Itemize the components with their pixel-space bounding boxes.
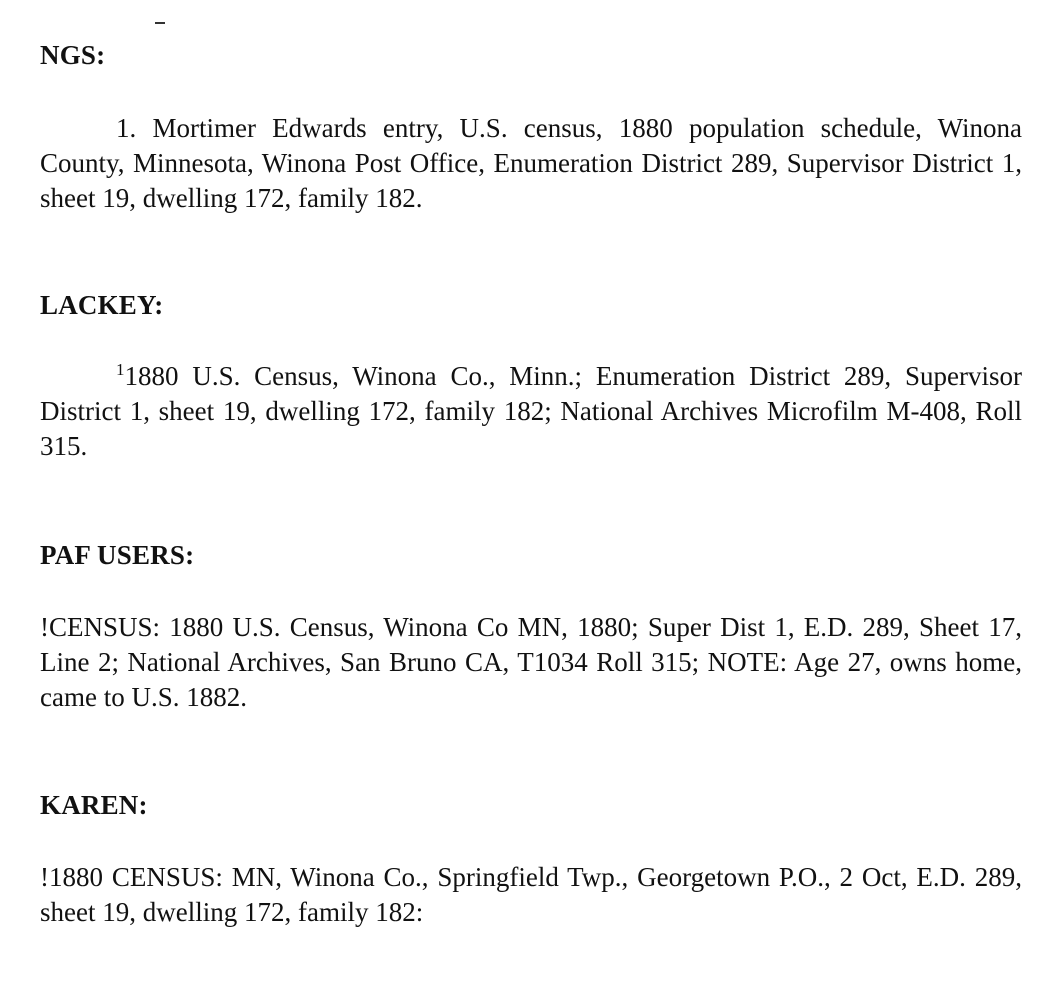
citation-section-paf-users bbox=[40, 540, 1022, 715]
citation-text bbox=[40, 610, 1022, 715]
scan-mark bbox=[155, 22, 165, 24]
section-heading: LACKEY: bbox=[40, 290, 164, 320]
citation-section-karen bbox=[40, 790, 1022, 930]
citation-body: !1880 CENSUS: MN, Winona Co., Springfield Twp., Georgetown P.O., 2 Oct, E.D. 289, sheet 19, dwelling 172, family 182: bbox=[40, 862, 1022, 927]
citation-body: !CENSUS: 1880 U.S. Census, Winona Co MN, 1880; Super Dist 1, E.D. 289, Sheet 17, Line 2; National Archives, San Bruno CA, T1034 Roll 315; NOTE: Age 27, owns home, came to U.S. 1882. bbox=[40, 612, 1022, 712]
section-heading: KAREN: bbox=[40, 790, 148, 820]
citation-text bbox=[40, 860, 1022, 930]
citation-section-ngs bbox=[40, 40, 1022, 216]
citation-text bbox=[40, 359, 1022, 464]
citation-section-lackey bbox=[40, 290, 1022, 464]
citation-text bbox=[40, 111, 1022, 216]
section-heading: PAF USERS: bbox=[40, 540, 195, 570]
footnote-marker: 1 bbox=[116, 360, 125, 379]
section-heading: NGS: bbox=[40, 40, 106, 70]
citation-body: 1880 U.S. Census, Winona Co., Minn.; Enumeration District 289, Supervisor District 1, sheet 19, dwelling 172, family 182; National Archives Microfilm M-408, Roll 315. bbox=[40, 361, 1022, 461]
citation-body: 1. Mortimer Edwards entry, U.S. census, 1880 population schedule, Winona County, Minnesota, Winona Post Office, Enumeration District 289, Supervisor District 1, sheet 19, dwelling 172, family 182. bbox=[40, 113, 1022, 213]
